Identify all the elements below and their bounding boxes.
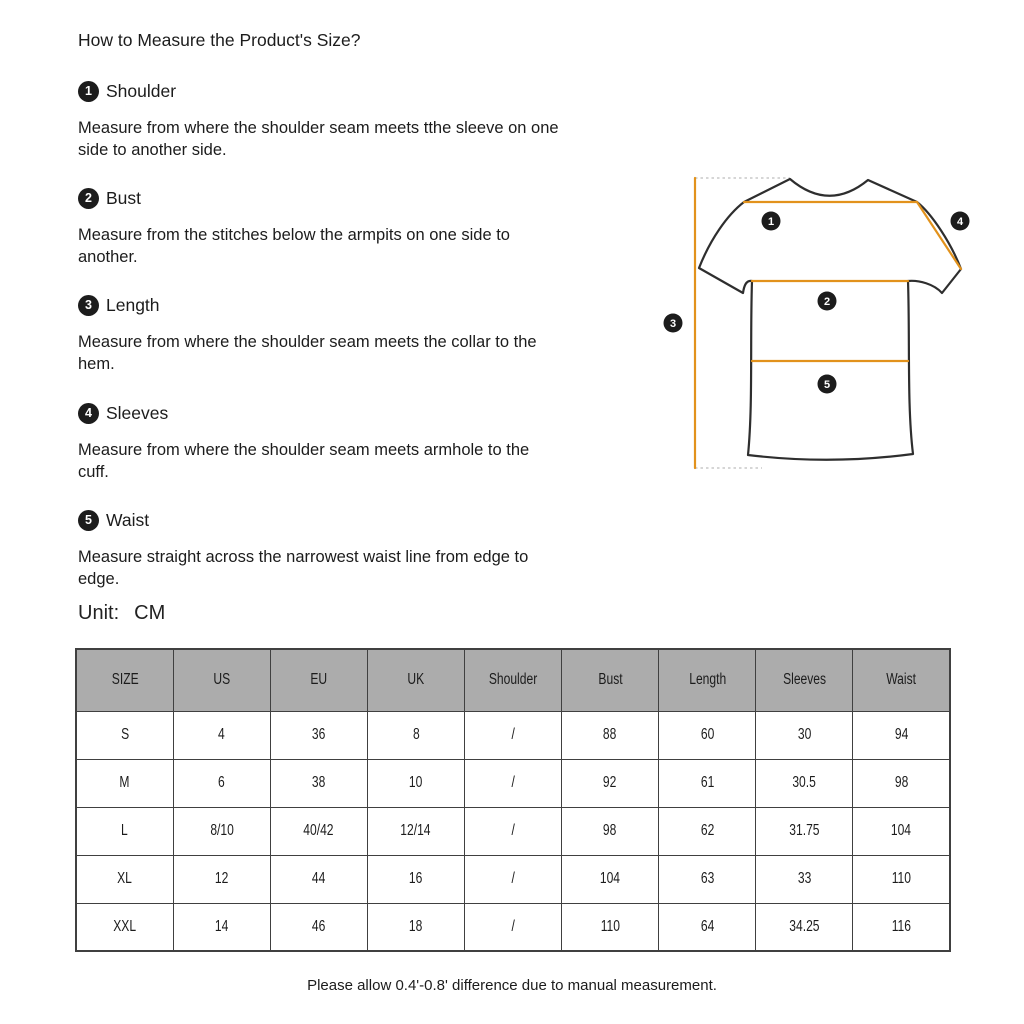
cell-value: 40/42: [303, 822, 334, 839]
cell-value: 14: [214, 917, 229, 935]
cell-value: 61: [700, 774, 714, 791]
description-line: another.: [78, 248, 138, 266]
column-header-label: Length: [688, 671, 726, 689]
table-cell: [756, 807, 853, 855]
description-line: hem.: [78, 355, 115, 373]
cell-value: /: [511, 822, 515, 839]
table-cell: [367, 807, 464, 855]
section-label: Length: [106, 295, 160, 315]
column-header-sleeves: [756, 649, 853, 711]
cell-value: 30: [797, 726, 812, 743]
step-4-badge: 4: [78, 403, 99, 424]
section-description: [78, 439, 638, 483]
section-description: [78, 117, 638, 161]
column-header-label: EU: [310, 671, 328, 689]
table-cell: [173, 759, 270, 807]
step-5-badge: 5: [78, 510, 99, 531]
table-cell: [173, 807, 270, 855]
size-table-header-row: [76, 649, 950, 711]
cell-value: 98: [603, 822, 617, 839]
column-header-shoulder: [464, 649, 561, 711]
section-shoulder: [78, 81, 638, 161]
section-label: Shoulder: [106, 81, 177, 101]
section-heading: [78, 510, 638, 531]
cell-value: 64: [700, 917, 714, 935]
section-heading: [78, 403, 638, 424]
description-line: Measure straight across the narrowest waist line from edge to: [78, 548, 529, 566]
cell-value: L: [121, 822, 129, 839]
cell-value: 12/14: [400, 822, 432, 839]
column-header-length: [659, 649, 756, 711]
diagram-marker-3: [664, 314, 683, 333]
diagram-marker-4: [951, 212, 970, 231]
cell-value: 12: [214, 870, 229, 887]
table-row-m: [76, 759, 950, 807]
table-cell: [659, 759, 756, 807]
table-cell: [853, 807, 950, 855]
cell-value: 46: [312, 917, 326, 935]
table-cell: [270, 807, 367, 855]
cell-value: 44: [312, 870, 326, 887]
description-line: Measure from the stitches below the armpits on one side to: [78, 226, 510, 244]
table-cell: [659, 855, 756, 903]
marker-number: 3: [669, 318, 677, 330]
unit-indicator: [78, 602, 165, 625]
cell-value: 36: [312, 726, 326, 743]
section-description: [78, 224, 638, 268]
step-1-badge: 1: [78, 81, 99, 102]
table-cell: [270, 855, 367, 903]
table-cell: [76, 903, 173, 951]
column-header-label: UK: [407, 671, 425, 689]
table-cell: [464, 903, 561, 951]
section-label: Bust: [106, 188, 142, 208]
table-cell: [76, 759, 173, 807]
table-cell: [853, 903, 950, 951]
table-row-xxl: [76, 903, 950, 951]
cell-value: 18: [409, 917, 423, 935]
marker-number: 1: [767, 216, 775, 228]
cell-value: 88: [603, 726, 617, 743]
table-row-l: [76, 807, 950, 855]
table-cell: [367, 759, 464, 807]
table-cell: [76, 807, 173, 855]
table-cell: [76, 855, 173, 903]
cell-value: 34.25: [789, 917, 820, 935]
table-cell: [270, 711, 367, 759]
section-length: [78, 295, 638, 375]
description-line: edge.: [78, 570, 120, 588]
section-description: [78, 331, 638, 375]
cell-value: XL: [117, 870, 133, 887]
cell-value: 63: [700, 870, 714, 887]
table-cell: [270, 759, 367, 807]
table-cell: [464, 855, 561, 903]
section-sleeves: [78, 403, 638, 483]
cell-value: /: [511, 870, 515, 887]
cell-value: 8/10: [209, 822, 234, 839]
table-cell: [562, 807, 659, 855]
column-header-bust: [562, 649, 659, 711]
size-table: [75, 648, 951, 952]
cell-value: 33: [797, 870, 812, 887]
table-cell: [270, 903, 367, 951]
table-cell: [756, 903, 853, 951]
column-header-label: SIZE: [111, 671, 139, 689]
table-cell: [367, 855, 464, 903]
measurement-disclaimer: Please allow 0.4'-0.8' difference due to manual measurement.: [307, 977, 717, 994]
table-row-xl: [76, 855, 950, 903]
table-cell: [756, 855, 853, 903]
column-header-label: Shoulder: [488, 671, 538, 689]
cell-value: /: [511, 726, 515, 743]
column-header-label: Sleeves: [782, 671, 826, 689]
column-header-eu: [270, 649, 367, 711]
page-title: How to Measure the Product's Size?: [78, 30, 361, 50]
table-cell: [562, 711, 659, 759]
cell-value: 16: [409, 870, 423, 887]
diagram-marker-2: [818, 292, 837, 311]
marker-number: 5: [823, 379, 831, 391]
tshirt-outline: [699, 179, 961, 460]
table-cell: [562, 903, 659, 951]
column-header-us: [173, 649, 270, 711]
table-cell: [659, 711, 756, 759]
table-cell: [853, 711, 950, 759]
table-cell: [367, 903, 464, 951]
table-cell: [756, 759, 853, 807]
cell-value: 98: [894, 774, 908, 791]
cell-value: 6: [218, 774, 226, 791]
table-cell: [659, 807, 756, 855]
cell-value: 60: [700, 726, 714, 743]
cell-value: /: [511, 774, 515, 791]
cell-value: 38: [312, 774, 326, 791]
table-cell: [853, 855, 950, 903]
table-cell: [173, 711, 270, 759]
diagram-marker-5: [818, 375, 837, 394]
cell-value: 30.5: [792, 774, 817, 791]
column-header-uk: [367, 649, 464, 711]
table-cell: [464, 711, 561, 759]
cell-value: 4: [218, 726, 226, 743]
table-cell: [173, 855, 270, 903]
table-row-s: [76, 711, 950, 759]
section-description: [78, 546, 638, 590]
section-waist: [78, 510, 638, 590]
table-cell: [76, 711, 173, 759]
description-line: side to another side.: [78, 141, 227, 159]
table-cell: [464, 759, 561, 807]
cell-value: M: [119, 774, 130, 791]
table-cell: [562, 759, 659, 807]
description-line: cuff.: [78, 463, 109, 481]
table-cell: [562, 855, 659, 903]
cell-value: 10: [409, 774, 423, 791]
column-header-label: US: [213, 671, 231, 689]
table-cell: [464, 807, 561, 855]
section-label: Sleeves: [106, 403, 169, 423]
unit-label: Unit:: [78, 602, 120, 624]
section-heading: [78, 188, 638, 209]
step-3-badge: 3: [78, 295, 99, 316]
cell-value: 104: [891, 822, 912, 839]
section-label: Waist: [106, 510, 150, 530]
description-line: Measure from where the shoulder seam meets the collar to the: [78, 333, 537, 351]
cell-value: 92: [603, 774, 617, 791]
marker-number: 4: [956, 216, 964, 228]
section-heading: [78, 295, 638, 316]
cell-value: /: [511, 917, 515, 935]
step-2-badge: 2: [78, 188, 99, 209]
column-header-waist: [853, 649, 950, 711]
cell-value: 8: [412, 726, 420, 743]
cell-value: 110: [891, 870, 911, 887]
cell-value: 116: [891, 917, 911, 935]
description-line: Measure from where the shoulder seam meets armhole to the: [78, 441, 530, 459]
unit-value: CM: [134, 602, 166, 624]
marker-number: 2: [823, 296, 831, 308]
column-header-label: Bust: [598, 671, 623, 689]
cell-value: 110: [600, 917, 620, 935]
description-line: Measure from where the shoulder seam meets tthe sleeve on one: [78, 119, 559, 137]
cell-value: S: [120, 726, 129, 743]
cell-value: 62: [700, 822, 714, 839]
diagram-marker-1: [762, 212, 781, 231]
cell-value: XXL: [113, 917, 137, 935]
column-header-label: Waist: [886, 671, 917, 689]
table-cell: [756, 711, 853, 759]
cell-value: 31.75: [789, 822, 820, 839]
section-heading: [78, 81, 638, 102]
table-cell: [367, 711, 464, 759]
column-header-size: [76, 649, 173, 711]
section-bust: [78, 188, 638, 268]
tshirt-measurement-diagram: [640, 150, 1024, 490]
cell-value: 104: [600, 870, 621, 887]
table-cell: [173, 903, 270, 951]
table-cell: [853, 759, 950, 807]
table-cell: [659, 903, 756, 951]
cell-value: 94: [894, 726, 908, 743]
